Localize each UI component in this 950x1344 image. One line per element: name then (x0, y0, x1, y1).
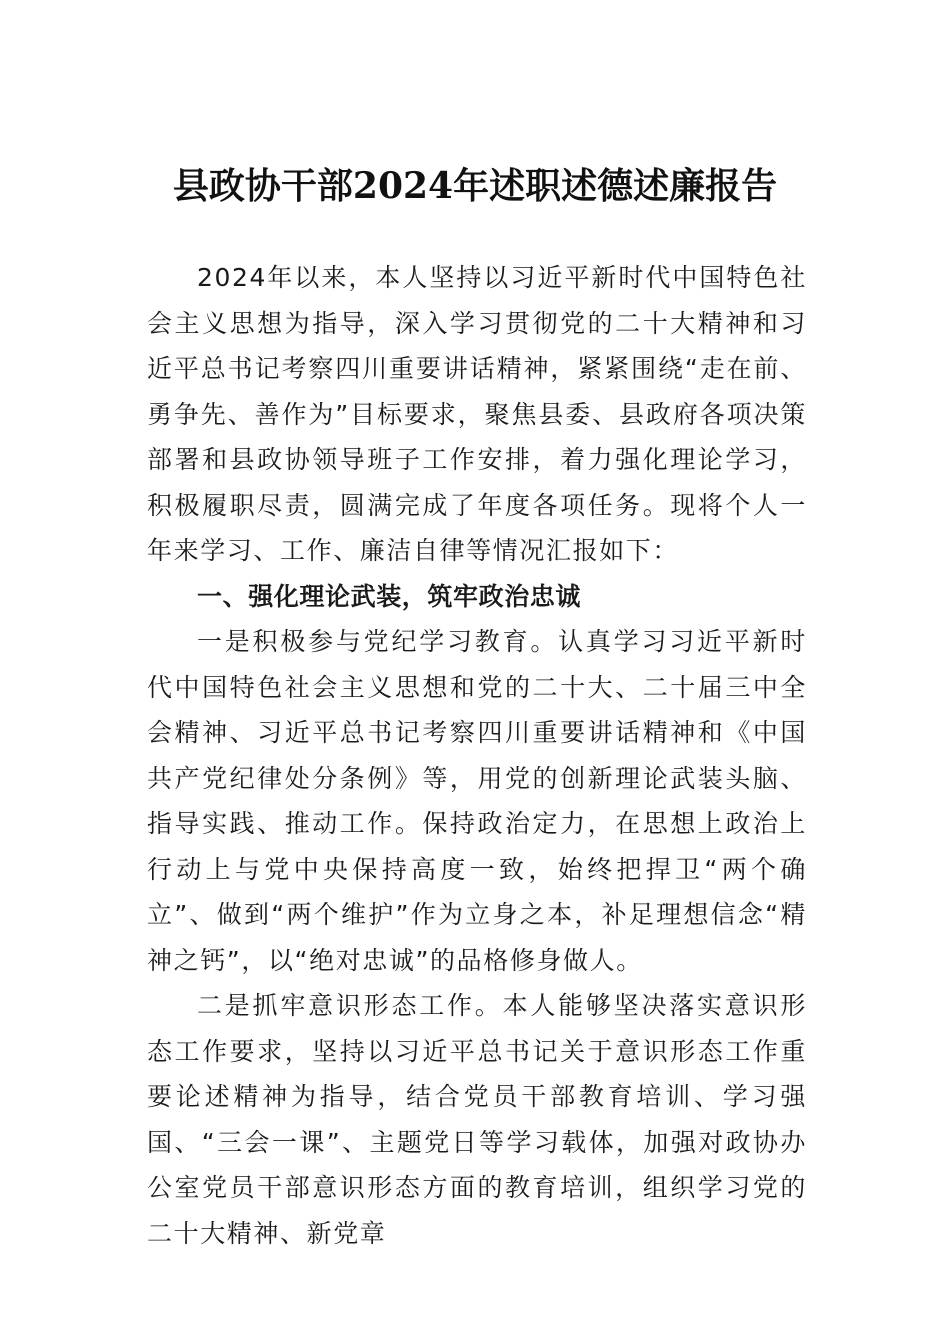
intro-paragraph: 2024年以来，本人坚持以习近平新时代中国特色社会主义思想为指导，深入学习贯彻党的二十大精神和习近平总书记考察四川重要讲话精神，紧紧围绕“走在前、勇争先、善作为”目标要求，聚焦县委、县政府各项决策部署和县政协领导班子工作安排，着力强化理论学习，积极履职尽责，圆满完成了年度各项任务。现将个人一年来学习、工作、廉洁自律等情况汇报如下： (147, 263, 807, 565)
document-title: 县政协干部2024年述职述德述廉报告 (172, 165, 778, 207)
paragraph-1: 一是积极参与党纪学习教育。认真学习习近平新时代中国特色社会主义思想和党的二十大、二十届三中全会精神、习近平总书记考察四川重要讲话精神和《中国共产党纪律处分条例》等，用党的创新理论武装头脑、指导实践、推动工作。保持政治定力，在思想上政治上行动上与党中央保持高度一致，始终把捍卫“两个确立”、做到“两个维护”作为立身之本，补足理想信念“精神之钙”，以“绝对忠诚”的品格修身做人。 (147, 627, 807, 975)
document-body (147, 255, 807, 1256)
paragraph-2: 二是抓牢意识形态工作。本人能够坚决落实意识形态工作要求，坚持以习近平总书记关于意识形态工作重要论述精神为指导，结合党员干部教育培训、学习强国、“三会一课”、主题党日等学习载体，加强对政协办公室党员干部意识形态方面的教育培训，组织学习党的二十大精神、新党章 (147, 991, 807, 1248)
section-heading: 一、强化理论武装，筑牢政治忠诚 (197, 581, 582, 611)
